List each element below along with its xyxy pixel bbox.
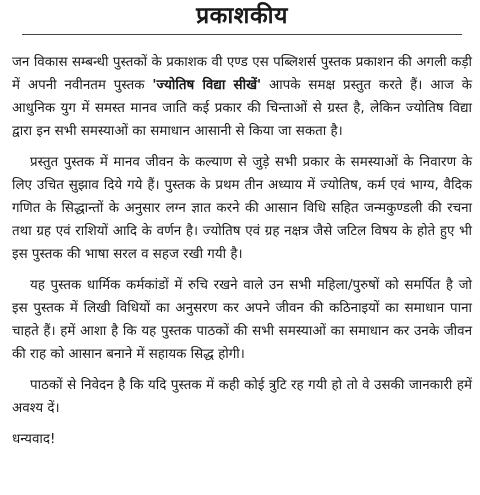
paragraph-1 — [12, 51, 472, 143]
title-block — [12, 0, 472, 40]
title-underline — [22, 34, 462, 35]
book-title: 'ज्योतिष विद्या सीखें' — [152, 78, 262, 93]
page-title: प्रकाशकीय — [196, 3, 288, 29]
closing-thanks: धन्यवाद! — [12, 432, 56, 447]
document-body — [12, 51, 472, 451]
paragraph-2: प्रस्तुत पुस्तक में मानव जीवन के कल्याण से जुड़े सभी प्रकार के समस्याओं के निवारण के लिए उचित सुझाव दिये गये हैं। पुस्तक के प्रथम तीन अध्याय में ज्योतिष, कर्म एवं भाग्य, वैदिक गणित के सिद्धान्तों के अनुसार लग्न ज्ञात करने की आसान विधि सहित जन्मकुण्डली की रचना तथा ग्रह एवं राशियों आदि के वर्णन है। ज्योतिष एवं ग्रह नक्षत्र जैसे जटिल विषय के होते हुए भी इस पुस्तक की भाषा सरल व सहज रखी गयी है। — [12, 155, 472, 262]
paragraph-1-intro: जन विकास सम्बन्धी पुस्तकों के प्रकाशक वी एण्ड एस पब्लिशर्स पुस्तक प्रकाशन की अगली कड़ी में अपनी नवीनतम पुस्तक — [12, 55, 472, 93]
paragraph-1-rest: आपके समक्ष प्रस्तुत करते हैं। आज के आधुनिक युग में समस्त मानव जाति कई प्रकार की चिन्ताओं से ग्रस्त है, लेकिन ज्योतिष विद्या द्वारा इन सभी समस्याओं का समाधान आसानी से किया जा सकता है। — [12, 78, 472, 139]
paragraph-4: पाठकों से निवेदन है कि यदि पुस्तक में कही कोई त्रुटि रह गयी हो तो वे उसकी जानकारी हमें अवश्य दें। — [12, 378, 472, 416]
paragraph-3: यह पुस्तक धार्मिक कर्मकांडों में रुचि रखने वाले उन सभी महिला/पुरुषों को समर्पित है जो इस पुस्तक में लिखी विधियों का अनुसरण कर अपने जीवन की कठिनाइयों का समाधान पाना चाहते हैं। हमें आशा है कि यह पुस्तक पाठकों की सभी समस्याओं का समाधान कर उनके जीवन की राह को आसान बनाने में सहायक सिद्ध होगी। — [12, 278, 472, 362]
